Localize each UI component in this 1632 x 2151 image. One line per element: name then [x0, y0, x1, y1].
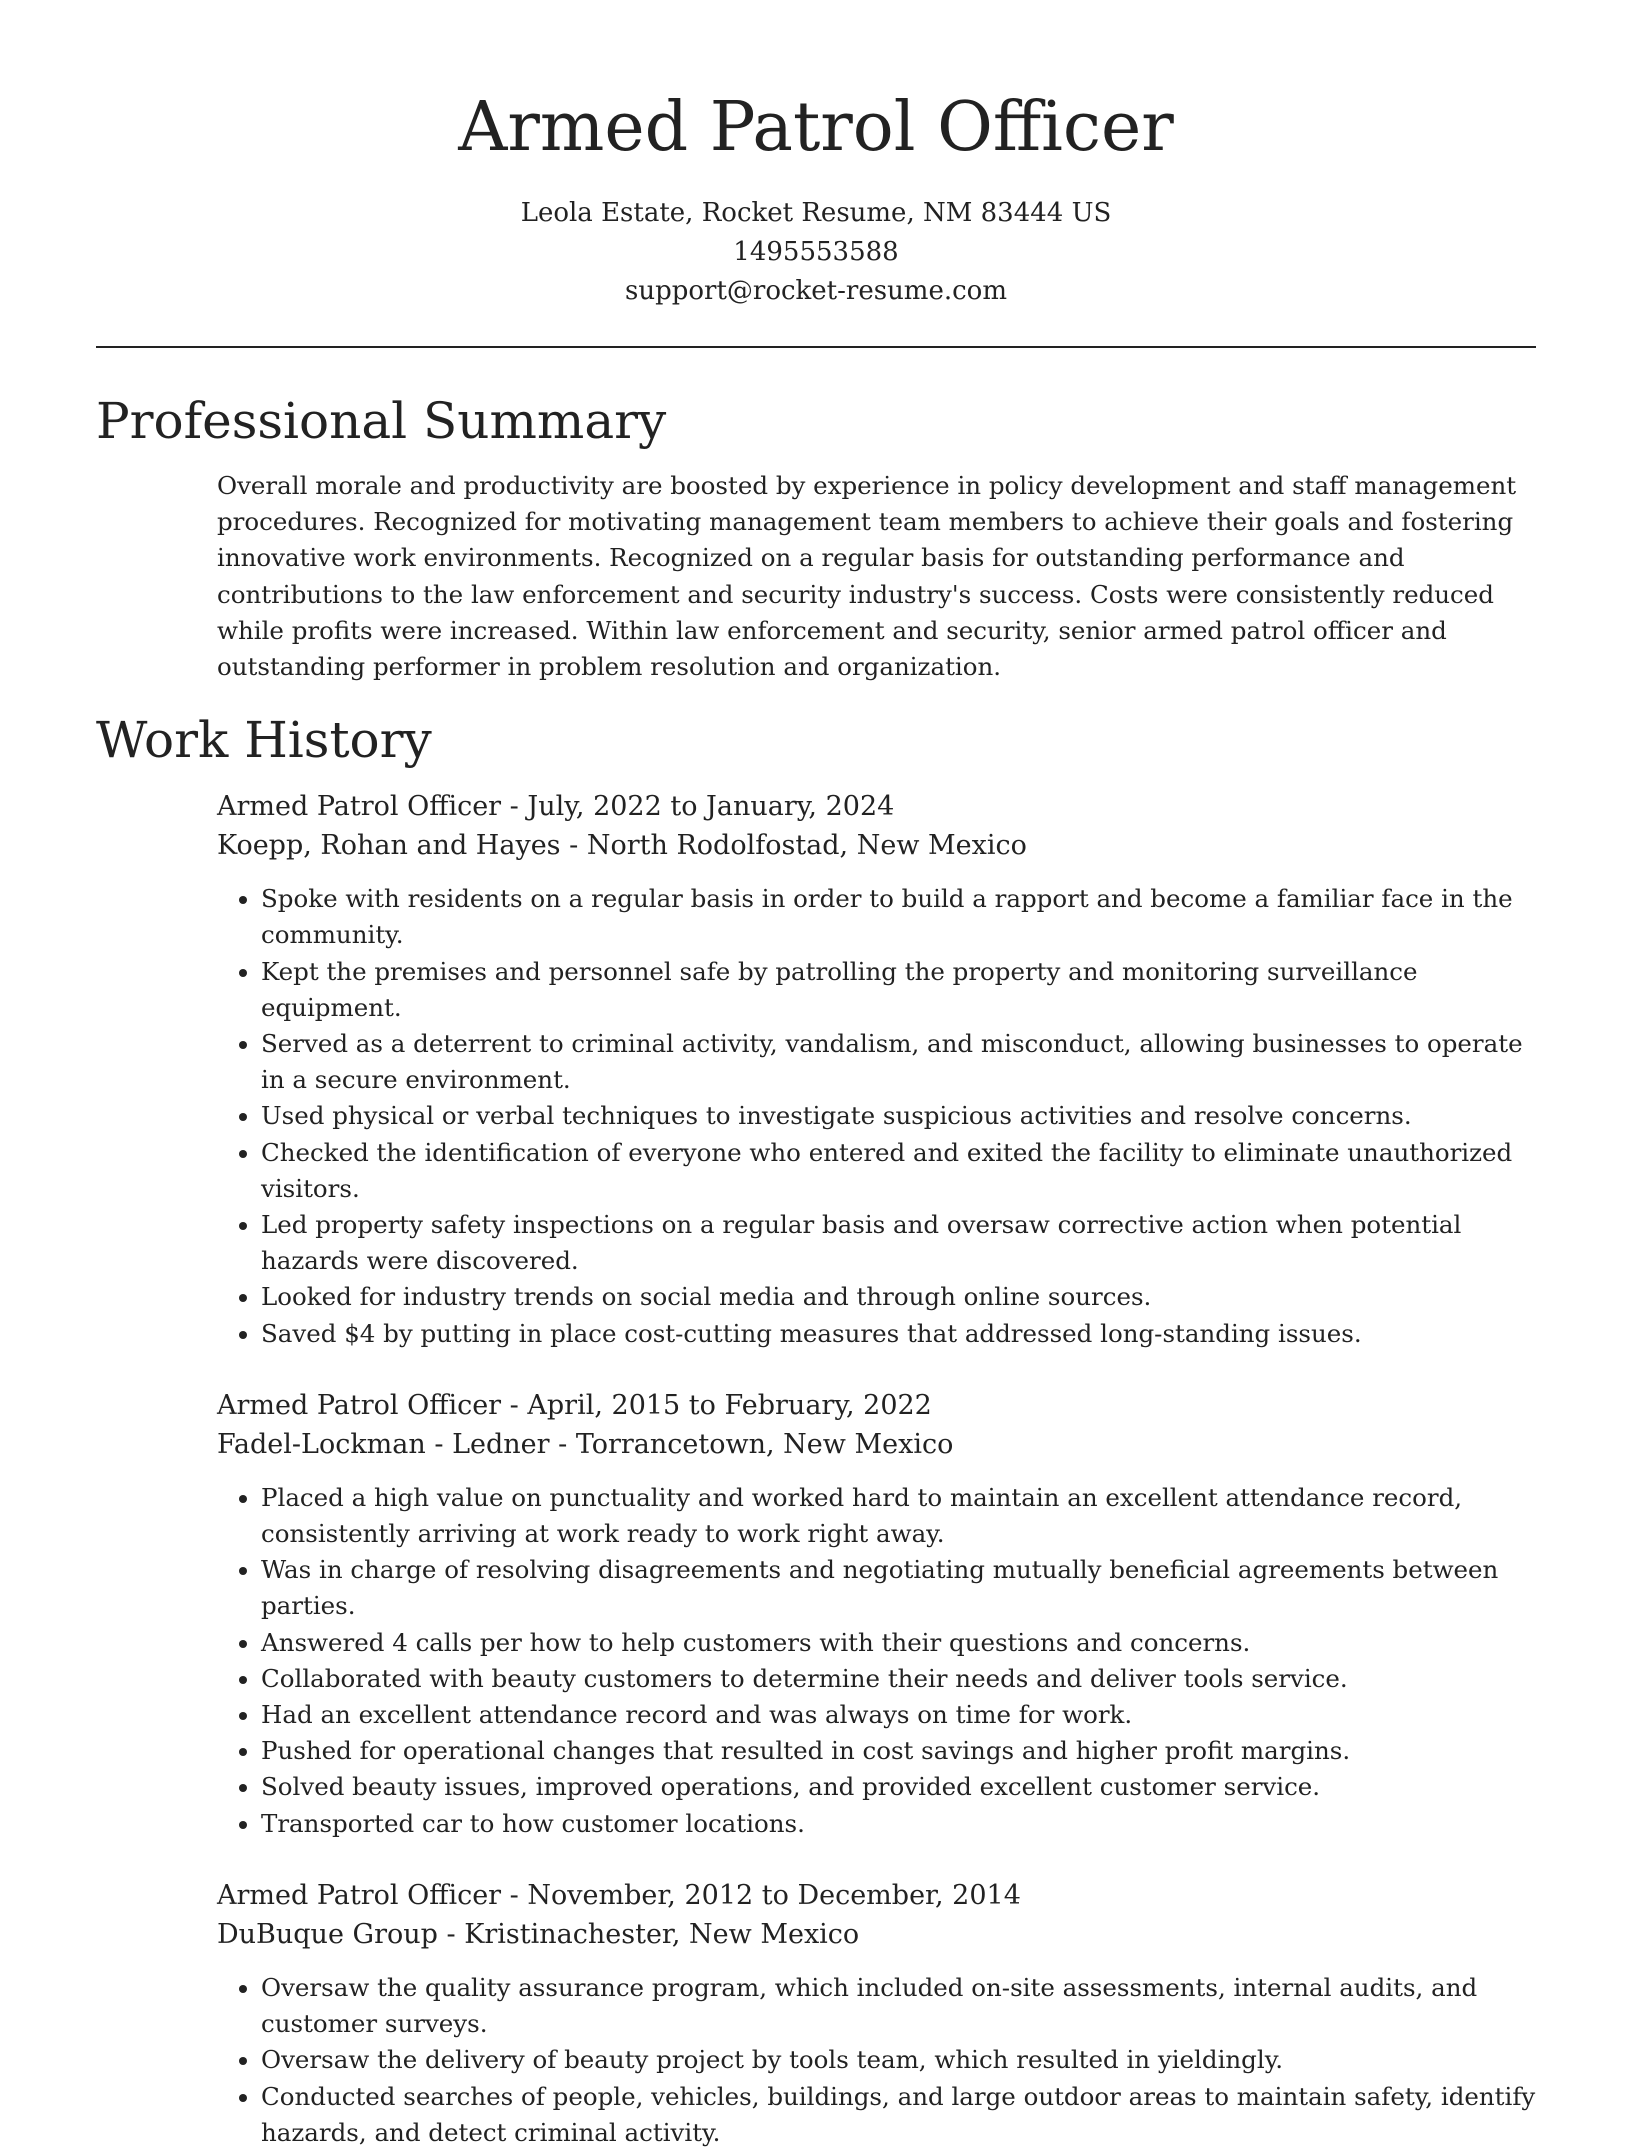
job-bullet-item: • Answered 4 calls per how to help customers with their questions and concerns. — [261, 1625, 1536, 1661]
job-company-line — [217, 1425, 1536, 1464]
job-bullet-item: • Was in charge of resolving disagreements and negotiating mutually beneficial agreements between parties. — [261, 1552, 1536, 1624]
job-title: Armed Patrol Officer — [217, 1879, 502, 1911]
summary-section-title: Professional Summary — [96, 392, 667, 450]
job-separator: - — [560, 830, 587, 862]
candidate-name: Armed Patrol Officer — [458, 88, 1174, 167]
job-company: Fadel-Lockman - Ledner — [217, 1428, 550, 1460]
job-bullets — [217, 1970, 1536, 2151]
job-dates: November, 2012 to December, 2014 — [527, 1879, 1021, 1911]
job-separator: - — [501, 1389, 528, 1421]
job-title-line — [217, 787, 1536, 826]
job-separator: - — [549, 1428, 576, 1460]
job-company-line — [217, 1915, 1536, 1954]
job-location: North Rodolfostad, New Mexico — [586, 830, 1027, 862]
contact-phone: 1495553588 — [733, 237, 899, 267]
job-entry — [217, 1876, 1536, 2151]
job-entry — [217, 787, 1536, 1352]
job-bullets — [217, 1480, 1536, 1842]
job-company: Koepp, Rohan and Hayes — [217, 830, 561, 862]
job-bullet-item: • Solved beauty issues, improved operations, and provided excellent customer service. — [261, 1769, 1536, 1805]
job-bullet-item: • Used physical or verbal techniques to investigate suspicious activities and resolve concerns. — [261, 1098, 1536, 1134]
job-bullet-item: • Had an excellent attendance record and was always on time for work. — [261, 1697, 1536, 1733]
job-location: Torrancetown, New Mexico — [575, 1428, 954, 1460]
job-bullet-item: • Conducted searches of people, vehicles, buildings, and large outdoor areas to maintain safety, identify hazards, and detect criminal activity. — [261, 2079, 1536, 2151]
job-bullet-item: • Transported car to how customer locations. — [261, 1806, 1536, 1842]
job-bullet-item: • Spoke with residents on a regular basis in order to build a rapport and become a familiar face in the community. — [261, 881, 1536, 953]
job-bullet-item: • Led property safety inspections on a regular basis and oversaw corrective action when potential hazards were discovered. — [261, 1207, 1536, 1279]
job-bullet-item: • Collaborated with beauty customers to determine their needs and deliver tools service. — [261, 1661, 1536, 1697]
contact-address: Leola Estate, Rocket Resume, NM 83444 US — [520, 198, 1112, 228]
summary-text: Overall morale and productivity are boosted by experience in policy development and staff management procedures. Recognized for motivating management team members to achieve their goals and fostering innovative work environments. Recognized on a regular basis for outstanding performance and contributions to the law enforcement and security industry's success. Costs were consistently reduced while profits were increased. Within law enforcement and security, senior armed patrol officer and outstanding performer in problem resolution and organization. — [217, 471, 1517, 682]
contact-email: support@rocket-resume.com — [624, 276, 1007, 306]
header-divider — [96, 346, 1536, 348]
job-entry — [217, 1386, 1536, 1842]
job-separator: - — [501, 791, 528, 823]
job-title-line — [217, 1876, 1536, 1915]
job-bullet-item: • Looked for industry trends on social media and through online sources. — [261, 1279, 1536, 1315]
job-company-line — [217, 826, 1536, 865]
job-location: Kristinachester, New Mexico — [464, 1918, 860, 1950]
job-separator: - — [437, 1918, 465, 1950]
job-bullets — [217, 881, 1536, 1352]
job-bullet-item: • Kept the premises and personnel safe by patrolling the property and monitoring surveillance equipment. — [261, 954, 1536, 1026]
work-history-list — [96, 787, 1536, 2151]
job-dates: July, 2022 to January, 2024 — [527, 791, 895, 823]
job-bullet-item: • Served as a deterrent to criminal activity, vandalism, and misconduct, allowing businesses to operate in a secure environment. — [261, 1026, 1536, 1098]
job-bullet-item: • Saved $4 by putting in place cost-cutting measures that addressed long-standing issues. — [261, 1316, 1536, 1352]
job-bullet-item: • Pushed for operational changes that resulted in cost savings and higher profit margins. — [261, 1733, 1536, 1769]
job-company: DuBuque Group — [217, 1918, 438, 1950]
job-bullet-item: • Checked the identification of everyone who entered and exited the facility to eliminate unauthorized visitors. — [261, 1135, 1536, 1207]
job-dates: April, 2015 to February, 2022 — [527, 1389, 932, 1421]
job-separator: - — [501, 1879, 528, 1911]
resume-header — [96, 0, 1536, 311]
job-title: Armed Patrol Officer — [217, 1389, 502, 1421]
contact-info — [96, 194, 1536, 311]
work-history-section-title: Work History — [96, 711, 432, 770]
job-bullet-item: • Placed a high value on punctuality and worked hard to maintain an excellent attendance record, consistently arriving at work ready to work right away. — [261, 1480, 1536, 1552]
job-bullet-item: • Oversaw the quality assurance program, which included on-site assessments, internal audits, and customer surveys. — [261, 1970, 1536, 2042]
job-title: Armed Patrol Officer — [217, 791, 502, 823]
job-title-line — [217, 1386, 1536, 1425]
job-bullet-item: • Oversaw the delivery of beauty project by tools team, which resulted in yieldingly. — [261, 2042, 1536, 2078]
